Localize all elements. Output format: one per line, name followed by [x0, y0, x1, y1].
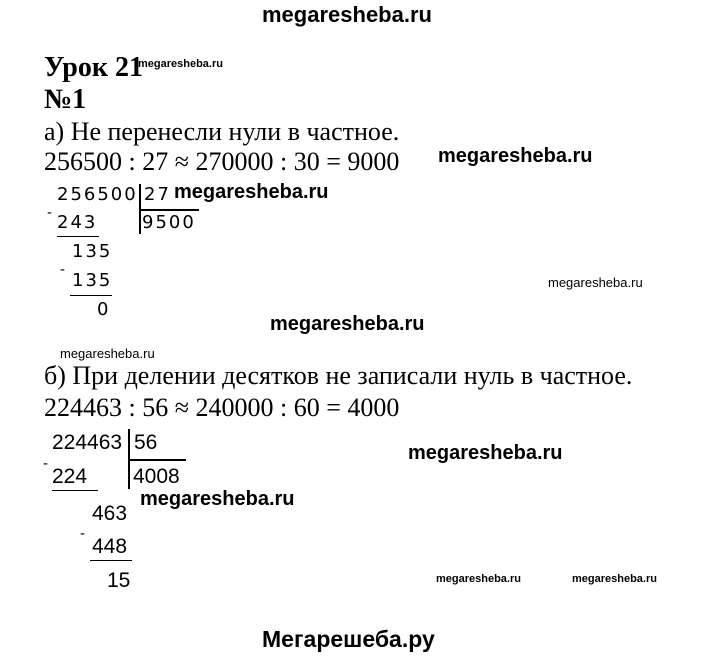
watermark: megaresheba.ru: [572, 573, 657, 585]
quotient: 4008: [133, 465, 180, 488]
quotient: 9500: [142, 212, 196, 233]
dividend: 224463: [52, 431, 123, 454]
underline: [57, 236, 99, 237]
watermark: megaresheba.ru: [138, 58, 223, 70]
subtrahend-2: 448: [92, 535, 128, 558]
watermark-top: megaresheba.ru: [262, 2, 432, 27]
part-a-text: а) Не перенесли нули в частное.: [44, 117, 400, 146]
watermark: megaresheba.ru: [548, 275, 643, 290]
remainder-2: 0: [97, 299, 111, 320]
underline: [52, 490, 98, 491]
remainder-1: 135: [72, 241, 113, 262]
divisor: 27: [144, 184, 171, 205]
minus-sign: -: [60, 262, 68, 278]
divisor: 56: [134, 431, 158, 454]
watermark: megaresheba.ru: [140, 488, 295, 510]
minus-sign: -: [80, 525, 85, 542]
watermark: megaresheba.ru: [60, 346, 155, 361]
watermark: megaresheba.ru: [436, 573, 521, 585]
underline: [90, 560, 132, 561]
division-bracket-horizontal: [128, 459, 186, 461]
footer-brand: Мегарешеба.ру: [262, 626, 435, 652]
remainder-1: 463: [92, 502, 128, 525]
minus-sign: -: [43, 455, 48, 472]
part-b-estimate: 224463 : 56 ≈ 240000 : 60 = 4000: [44, 393, 400, 422]
watermark: megaresheba.ru: [174, 181, 329, 203]
task-number: №1: [44, 84, 87, 115]
watermark: megaresheba.ru: [408, 442, 563, 464]
part-a-estimate: 256500 : 27 ≈ 270000 : 30 = 9000: [44, 147, 400, 176]
remainder-2: 15: [107, 569, 131, 592]
watermark: megaresheba.ru: [438, 145, 593, 167]
underline: [70, 295, 112, 296]
subtrahend-2: 135: [72, 270, 113, 291]
division-bracket-horizontal: [139, 209, 199, 211]
watermark: megaresheba.ru: [270, 313, 425, 335]
subtrahend-1: 224: [52, 465, 88, 488]
lesson-title: Урок 21: [44, 52, 143, 83]
dividend: 256500: [57, 184, 138, 205]
subtrahend-1: 243: [57, 212, 98, 233]
minus-sign: -: [47, 205, 55, 221]
part-b-text: б) При делении десятков не записали нуль в частное.: [44, 361, 633, 390]
